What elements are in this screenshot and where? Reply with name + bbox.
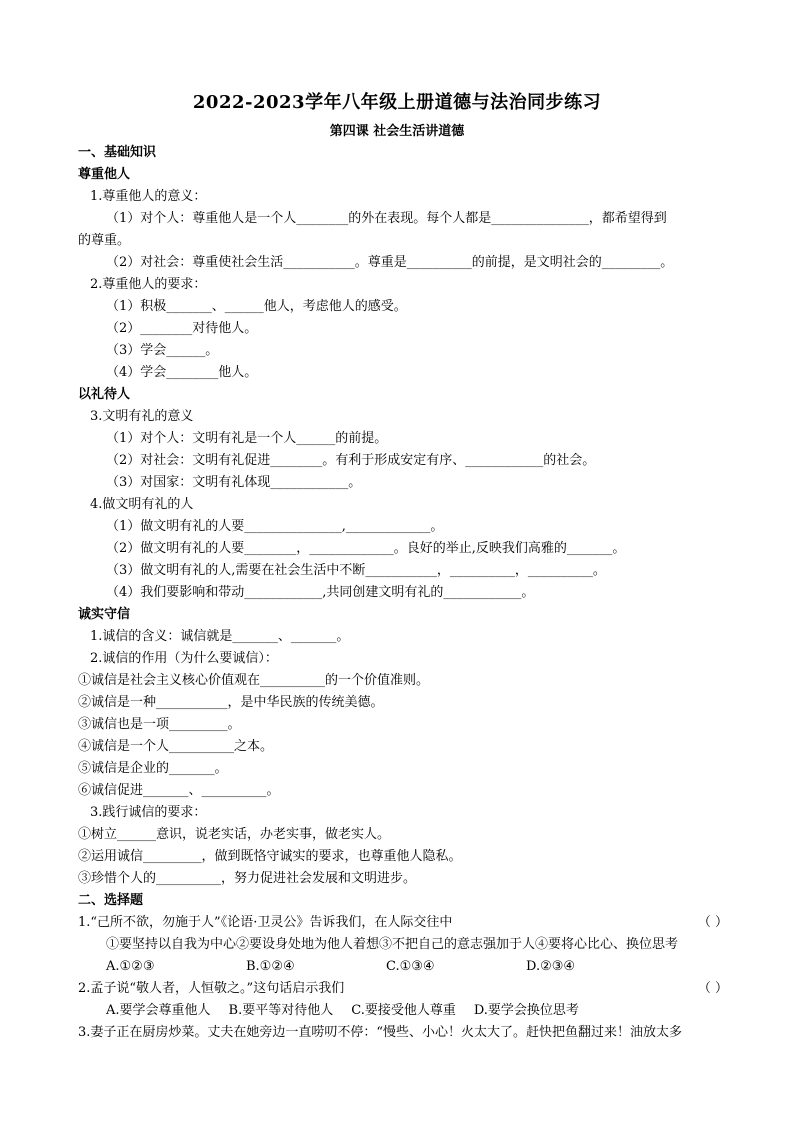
question-2-stem — [78, 978, 728, 1000]
topic-heading-courtesy: 以礼待人 — [78, 387, 131, 402]
page-title: 2022-2023学年八年级上册道德与法治同步练习 — [192, 92, 602, 113]
question-text: 2.孟子说“敬人者，人恒敬之。”这句话启示我们 — [78, 981, 345, 996]
text-line: 1.诚信的含义：诚信就是_______、_______。 — [90, 629, 350, 644]
question-3-stem: 3.妻子正在厨房炒菜。丈夫在她旁边一直唠叨不停：“慢些、小心！火太大了。赶快把鱼翻过来！油放太多 — [78, 1025, 683, 1040]
text-line: 3.践行诚信的要求： — [90, 805, 207, 820]
text-line: （2）对社会：文明有礼促进________。有利于形成安定有序、____________的社会。 — [106, 453, 596, 468]
question-1-options — [78, 956, 728, 978]
text-line: ①树立______意识，说老实话，办老实事，做老实人。 — [78, 827, 391, 842]
lesson-subtitle: 第四课 社会生活讲道德 — [329, 124, 465, 139]
option-d: D.②③④ — [526, 959, 576, 974]
text-line: （3）做文明有礼的人,需要在社会生活中不断___________，__________，__________。 — [106, 563, 606, 578]
option-b: B.①②④ — [246, 959, 295, 974]
text-line: （2）________对待他人。 — [106, 321, 258, 336]
text-line: （1）积极_______、______他人，考虑他人的感受。 — [106, 299, 407, 314]
option-d: D.要学会换位思考 — [473, 1003, 579, 1018]
text-line: ②诚信是一种___________，是中华民族的传统美德。 — [78, 695, 384, 710]
text-line: 1.尊重他人的意义： — [90, 189, 207, 204]
text-line: ⑤诚信是企业的_______。 — [78, 761, 228, 776]
option-a: A.①②③ — [106, 959, 155, 974]
text-line: 2.尊重他人的要求： — [90, 277, 207, 292]
question-1-stem — [78, 912, 728, 934]
text-line: （2）对社会：尊重使社会生活___________。尊重是__________的前提，是文明社会的_________。 — [106, 255, 674, 270]
answer-blank: （ ） — [697, 915, 728, 930]
question-1-items: ①要坚持以自我为中心②要设身处地为他人着想③不把自己的意志强加于人④要将心比心、换位思考 — [106, 937, 679, 952]
section-heading-choice: 二、选择题 — [78, 893, 144, 908]
text-line: ③诚信也是一项_________。 — [78, 717, 241, 732]
question-text: 1.“己所不欲，勿施于人”《论语·卫灵公》告诉我们，在人际交往中 — [78, 915, 453, 930]
text-line: ①诚信是社会主义核心价值观在__________的一个价值准则。 — [78, 673, 430, 688]
text-line: ②运用诚信_________，做到既恪守诚实的要求，也尊重他人隐私。 — [78, 849, 462, 864]
question-2-options — [78, 1000, 728, 1022]
text-line: ⑥诚信促进_______、__________。 — [78, 783, 280, 798]
text-line: 2.诚信的作用（为什么要诚信）： — [90, 651, 278, 666]
section-heading-basics: 一、基础知识 — [78, 145, 157, 160]
worksheet-content — [78, 142, 728, 1044]
option-c: C.要接受他人尊重 — [351, 1003, 456, 1018]
text-line: （2）做文明有礼的人要________，_____________。良好的举止,反映我们高雅的_______。 — [106, 541, 626, 556]
option-b: B.要平等对待他人 — [228, 1003, 334, 1018]
text-line: （1）对个人：尊重他人是一个人________的外在表现。每个人都是_______________，都希望得到 — [106, 211, 667, 226]
text-line: （4）学会________他人。 — [106, 365, 258, 380]
answer-blank: （ ） — [697, 981, 728, 996]
text-line: ④诚信是一个人__________之本。 — [78, 739, 274, 754]
text-line: 4.做文明有礼的人 — [90, 497, 194, 512]
text-line: （1）对个人：文明有礼是一个人______的前提。 — [106, 431, 388, 446]
text-line: （3）学会______。 — [106, 343, 219, 358]
text-line: ③珍惜个人的__________，努力促进社会发展和文明进步。 — [78, 871, 417, 886]
option-a: A.要学会尊重他人 — [106, 1003, 211, 1018]
text-line: （4）我们要影响和带动____________,共同创建文明有礼的____________。 — [106, 585, 535, 600]
text-line: （1）做文明有礼的人要_______________,_____________。 — [106, 519, 444, 534]
text-line: 的尊重。 — [78, 233, 131, 248]
topic-heading-honesty: 诚实守信 — [78, 607, 131, 622]
text-line: （3）对国家：文明有礼体现____________。 — [106, 475, 362, 490]
topic-heading-respect: 尊重他人 — [78, 167, 131, 182]
option-c: C.①③④ — [386, 959, 435, 974]
text-line: 3.文明有礼的意义 — [90, 409, 194, 424]
